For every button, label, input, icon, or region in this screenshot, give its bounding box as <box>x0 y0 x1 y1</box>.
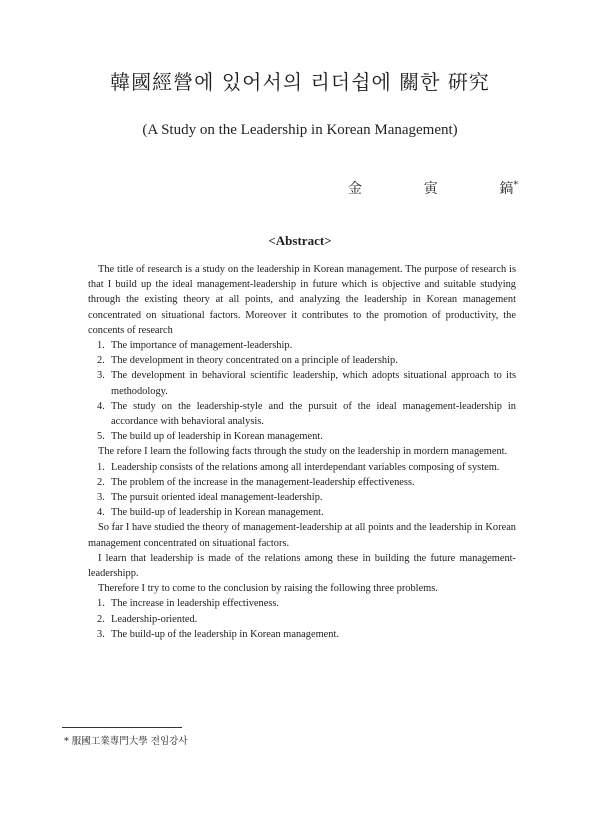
conclusion-paragraph: Therefore I try to come to the conclusion by raising the following three problems. <box>98 583 438 595</box>
author-affiliation-footnote: * 服國工業專門大學 전임강사 <box>64 736 188 747</box>
list-item: 2. Leadership-oriented. <box>97 613 198 625</box>
list-item: 3. The pursuit oriented ideal management-leadership. <box>97 492 323 504</box>
list-item: 4. The build-up of leadership in Korean management. <box>97 507 324 519</box>
list-item: 1. The importance of management-leadership. <box>97 340 293 352</box>
author-name <box>348 178 518 198</box>
list-item: 1. Leadership consists of the relations among all interdependant variables composing of system. <box>97 461 500 473</box>
list-item: 2. The development in theory concentrated on a principle of leadership. <box>97 355 398 367</box>
paper-title: 韓國經營에 있어서의 리더쉽에 關한 硏究 <box>110 70 490 94</box>
learn-paragraph: I learn that leadership is made of the relations among these in building the future management-leadershipp. <box>88 552 516 580</box>
footnote-divider <box>62 727 182 728</box>
author-char-3: 鎬* <box>499 180 518 197</box>
author-char-1: 金 <box>348 181 362 197</box>
list-item: 4. The study on the leadership-style and the pursuit of the ideal management-leadership in accordance with behavioral analysis. <box>97 400 516 428</box>
list-item: 5. The build up of leadership in Korean management. <box>97 431 323 443</box>
list-item: 2. The problem of the increase in the management-leadership effectiveness. <box>97 476 415 488</box>
paper-subtitle: (A Study on the Leadership in Korean Management) <box>142 122 458 138</box>
abstract-body <box>88 262 516 642</box>
sofar-paragraph: So far I have studied the theory of management-leadership at all points and the leadership in Korean management concentrated on situational factors. <box>88 522 516 549</box>
therefore-paragraph: The refore I learn the following facts through the study on the leadership in mordern management. <box>98 446 508 458</box>
author-footnote-mark: * <box>513 180 518 191</box>
abstract-heading: <Abstract> <box>268 233 332 248</box>
abstract-intro: The title of research is a study on the leadership in Korean management. The purpose of research is that I build up the ideal management-leadership in future which is objective and suitable studying through the existing theory at all points, and analyzing the leadership in Korean management concentrated on situational factors. Moreover it contributes to the promotion of productivity, the concents of research <box>88 264 516 336</box>
author-char-2: 寅 <box>423 181 438 197</box>
list-item: 1. The increase in leadership effectiveness. <box>97 598 280 610</box>
list-item: 3. The development in behavioral scientific leadership, which adopts situational approach to its methodology. <box>97 370 516 397</box>
list-item: 3. The build-up of the leadership in Korean management. <box>97 628 339 640</box>
